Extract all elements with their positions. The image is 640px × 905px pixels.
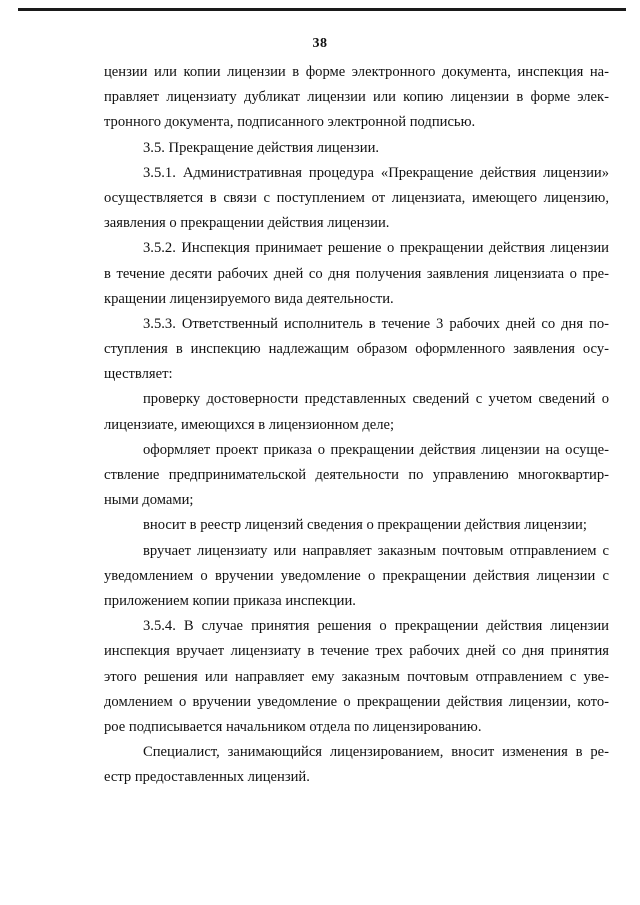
text-line: домлением о вручении уведомление о прекращении действия лицензии, кото-: [104, 693, 609, 710]
text-line: 3.5.1. Административная процедура «Прекращение действия лицензии»: [143, 164, 609, 181]
text-line: ступления в инспекцию надлежащим образом оформленного заявления осу-: [104, 341, 609, 358]
text-line: 3.5. Прекращение действия лицензии.: [143, 139, 380, 156]
text-line: рое подписывается начальником отдела по лицензированию.: [104, 718, 482, 735]
text-line: заявления о прекращении действия лицензии.: [104, 215, 390, 232]
text-line: этого решения или направляет ему заказным почтовым отправлением с уве-: [104, 668, 609, 685]
text-line: вносит в реестр лицензий сведения о прекращении действия лицензии;: [143, 517, 587, 534]
text-line: 3.5.3. Ответственный исполнитель в течение 3 рабочих дней со дня по-: [143, 315, 609, 332]
text-line: ществляет:: [104, 366, 173, 383]
text-line: уведомлением о вручении уведомление о прекращении действия лицензии с: [104, 567, 609, 584]
text-line: вручает лицензиату или направляет заказным почтовым отправлением с: [143, 542, 609, 559]
text-line: ствление предпринимательской деятельности по управлению многоквартир-: [104, 467, 609, 483]
text-line: ными домами;: [104, 492, 194, 509]
text-line: оформляет проект приказа о прекращении действия лицензии на осуще-: [143, 441, 609, 458]
text-line: Специалист, занимающийся лицензированием, вносит изменения в ре-: [143, 744, 609, 761]
text-line: лицензиате, имеющихся в лицензионном деле;: [104, 416, 395, 433]
text-line: 3.5.4. В случае принятия решения о прекращении действия лицензии: [143, 618, 609, 635]
document-body: [104, 60, 609, 790]
text-line: инспекция вручает лицензиату в течение трех рабочих дней со дня принятия: [104, 643, 609, 660]
text-line: осуществляется в связи с поступлением от лицензиата, имеющего лицензию,: [104, 189, 609, 206]
page-number: 38: [312, 36, 328, 51]
text-line: правляет лицензиату дубликат лицензии или копию лицензии в форме элек-: [104, 89, 609, 106]
text-line: проверку достоверности представленных сведений с учетом сведений о: [143, 391, 609, 408]
text-line: кращении лицензируемого вида деятельности.: [104, 290, 394, 307]
text-line: в течение десяти рабочих дней со дня получения заявления лицензиата о пре-: [104, 265, 609, 282]
text-line: 3.5.2. Инспекция принимает решение о прекращении действия лицензии: [143, 240, 609, 257]
text-line: тронного документа, подписанного электронной подписью.: [104, 114, 476, 131]
text-line: приложением копии приказа инспекции.: [104, 592, 356, 609]
text-line: цензии или копии лицензии в форме электронного документа, инспекция на-: [104, 64, 609, 80]
text-line: естр предоставленных лицензий.: [104, 769, 310, 786]
top-rule: [18, 8, 626, 11]
